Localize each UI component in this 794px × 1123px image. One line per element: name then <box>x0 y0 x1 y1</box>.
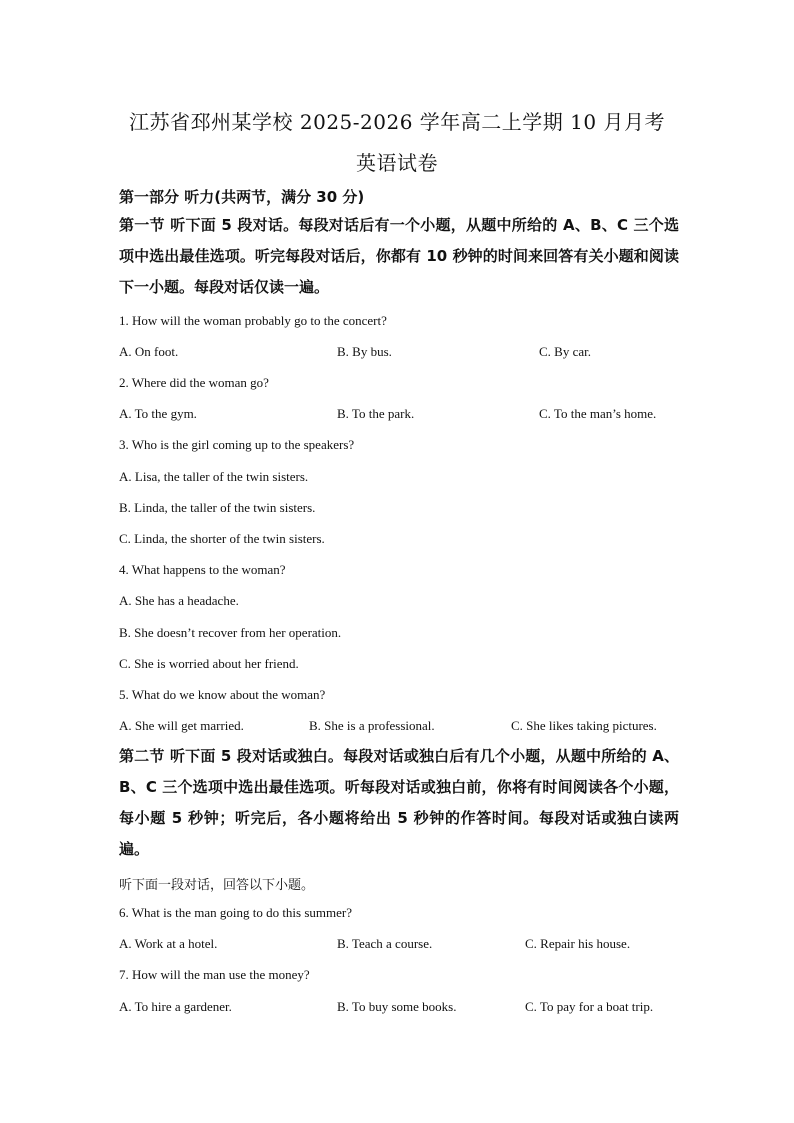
section2-instructions: 第二节 听下面 5 段对话或独白。每段对话或独白后有几个小题，从题中所给的 A、B、C 三个选项中选出最佳选项。听每段对话或独白前，你将有时间阅读各个小题，每小题 5 秒钟；听完后，各小题将给出 5 秒钟的作答时间。每段对话或独白读两遍。 <box>119 747 679 858</box>
question-7-option-c: C. To pay for a boat trip. <box>525 999 654 1014</box>
part1-heading: 第一部分 听力(共两节，满分 30 分) <box>119 188 365 206</box>
question-5-option-b: B. She is a professional. <box>309 718 435 733</box>
question-6-option-a: A. Work at a hotel. <box>119 936 218 951</box>
question-4-option-b: B. She doesn’t recover from her operation. <box>119 625 342 640</box>
question-2-option-b: B. To the park. <box>337 406 415 421</box>
question-6-stem: 6. What is the man going to do this summer? <box>119 905 353 920</box>
question-3-option-b: B. Linda, the taller of the twin sisters. <box>119 500 316 515</box>
question-6-option-b: B. Teach a course. <box>337 936 433 951</box>
question-7-option-b: B. To buy some books. <box>337 999 457 1014</box>
question-1-option-c: C. By car. <box>539 344 591 359</box>
question-6-option-c: C. Repair his house. <box>525 936 631 951</box>
question-5-stem: 5. What do we know about the woman? <box>119 687 326 702</box>
question-1-option-a: A. On foot. <box>119 344 179 359</box>
question-5-option-c: C. She likes taking pictures. <box>511 718 657 733</box>
question-3-option-a: A. Lisa, the taller of the twin sisters. <box>119 469 309 484</box>
exam-title: 江苏省邳州某学校 2025-2026 学年高二上学期 10 月月考 <box>129 110 665 134</box>
question-3-stem: 3. Who is the girl coming up to the speakers? <box>119 437 355 452</box>
question-4-option-c: C. She is worried about her friend. <box>119 656 299 671</box>
question-2-option-a: A. To the gym. <box>119 406 197 421</box>
question-4-option-a: A. She has a headache. <box>119 593 239 608</box>
question-2-option-c: C. To the man’s home. <box>539 406 657 421</box>
question-4-stem: 4. What happens to the woman? <box>119 562 286 577</box>
exam-subtitle: 英语试卷 <box>356 151 438 175</box>
question-1-option-b: B. By bus. <box>337 344 392 359</box>
question-2-stem: 2. Where did the woman go? <box>119 375 269 390</box>
question-7-stem: 7. How will the man use the money? <box>119 967 310 982</box>
listen-prompt: 听下面一段对话，回答以下小题。 <box>119 878 315 893</box>
question-7-option-a: A. To hire a gardener. <box>119 999 232 1014</box>
question-1-stem: 1. How will the woman probably go to the concert? <box>119 313 387 328</box>
question-5-option-a: A. She will get married. <box>119 718 244 733</box>
section1-instructions: 第一节 听下面 5 段对话。每段对话后有一个小题，从题中所给的 A、B、C 三个选项中选出最佳选项。听完每段对话后，你都有 10 秒钟的时间来回答有关小题和阅读下一小题。每段对话仅读一遍。 <box>119 216 679 296</box>
question-3-option-c: C. Linda, the shorter of the twin sisters. <box>119 531 325 546</box>
